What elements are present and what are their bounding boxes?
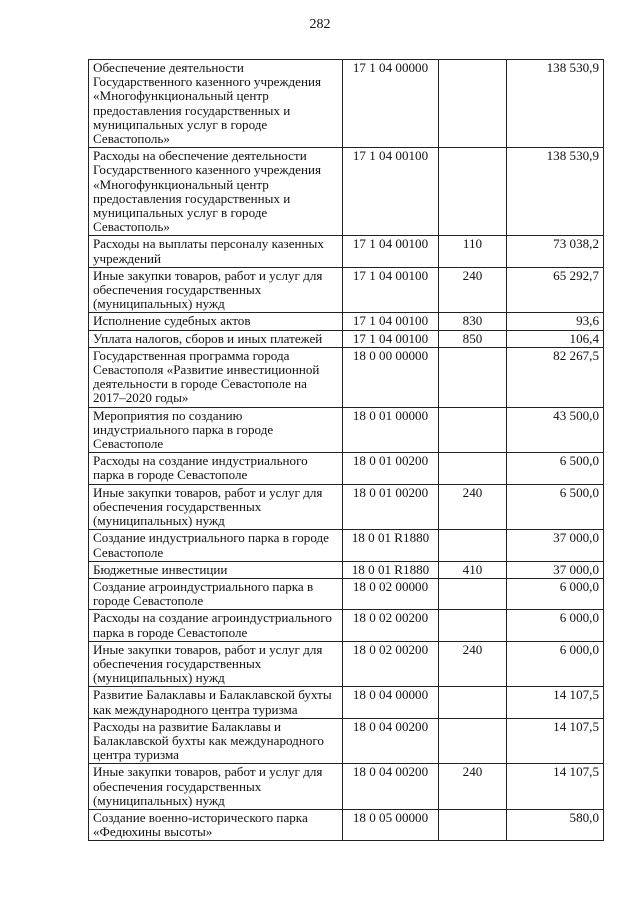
row-sum: 82 267,5 <box>507 347 604 407</box>
row-code: 18 0 02 00200 <box>343 610 439 641</box>
row-code: 17 1 04 00100 <box>343 148 439 236</box>
row-name: Иные закупки товаров, работ и услуг для обеспечения государственных (муниципальных) нужд <box>89 641 343 687</box>
row-type: 850 <box>439 330 507 347</box>
row-code: 18 0 01 00200 <box>343 484 439 530</box>
row-code: 17 1 04 00100 <box>343 236 439 267</box>
row-sum: 6 000,0 <box>507 641 604 687</box>
row-code: 18 0 04 00200 <box>343 764 439 810</box>
table-row <box>89 809 604 840</box>
row-type <box>439 530 507 561</box>
row-sum: 6 000,0 <box>507 578 604 609</box>
row-sum: 106,4 <box>507 330 604 347</box>
table-row <box>89 347 604 407</box>
table-row <box>89 60 604 148</box>
row-name: Расходы на выплаты персоналу казенных учреждений <box>89 236 343 267</box>
row-name: Создание агроиндустриального парка в городе Севастополе <box>89 578 343 609</box>
row-name: Создание военно-исторического парка «Федюхины высоты» <box>89 809 343 840</box>
row-name: Государственная программа города Севастополя «Развитие инвестиционной деятельности в городе Севастополе на 2017–2020 годы» <box>89 347 343 407</box>
row-type: 410 <box>439 561 507 578</box>
row-code: 17 1 04 00100 <box>343 330 439 347</box>
row-sum: 580,0 <box>507 809 604 840</box>
row-type <box>439 809 507 840</box>
table-row <box>89 530 604 561</box>
row-sum: 65 292,7 <box>507 267 604 313</box>
row-type: 240 <box>439 641 507 687</box>
row-name: Иные закупки товаров, работ и услуг для обеспечения государственных (муниципальных) нужд <box>89 764 343 810</box>
row-name: Уплата налогов, сборов и иных платежей <box>89 330 343 347</box>
row-code: 18 0 01 R1880 <box>343 530 439 561</box>
row-sum: 14 107,5 <box>507 687 604 718</box>
row-sum: 138 530,9 <box>507 148 604 236</box>
row-type: 830 <box>439 313 507 330</box>
row-type <box>439 407 507 453</box>
row-name: Мероприятия по созданию индустриального парка в городе Севастополе <box>89 407 343 453</box>
table-row <box>89 641 604 687</box>
row-type <box>439 578 507 609</box>
row-name: Создание индустриального парка в городе Севастополе <box>89 530 343 561</box>
row-type <box>439 453 507 484</box>
row-code: 18 0 04 00000 <box>343 687 439 718</box>
row-sum: 37 000,0 <box>507 530 604 561</box>
table-row <box>89 453 604 484</box>
page-number: 282 <box>309 17 331 32</box>
row-code: 18 0 02 00200 <box>343 641 439 687</box>
table-row <box>89 561 604 578</box>
row-sum: 6 500,0 <box>507 484 604 530</box>
row-code: 18 0 00 00000 <box>343 347 439 407</box>
row-type <box>439 148 507 236</box>
table-row <box>89 407 604 453</box>
row-type: 240 <box>439 267 507 313</box>
row-sum: 14 107,5 <box>507 764 604 810</box>
row-type: 240 <box>439 484 507 530</box>
table-row <box>89 148 604 236</box>
row-name: Иные закупки товаров, работ и услуг для обеспечения государственных (муниципальных) нужд <box>89 484 343 530</box>
row-type <box>439 687 507 718</box>
table-row <box>89 687 604 718</box>
row-name: Бюджетные инвестиции <box>89 561 343 578</box>
table-row <box>89 578 604 609</box>
row-sum: 37 000,0 <box>507 561 604 578</box>
table-row <box>89 484 604 530</box>
row-type <box>439 610 507 641</box>
row-sum: 14 107,5 <box>507 718 604 764</box>
row-name: Расходы на развитие Балаклавы и Балаклавской бухты как международного центра туризма <box>89 718 343 764</box>
row-type <box>439 60 507 148</box>
row-code: 17 1 04 00000 <box>343 60 439 148</box>
table-row <box>89 718 604 764</box>
row-sum: 73 038,2 <box>507 236 604 267</box>
row-type <box>439 718 507 764</box>
budget-table <box>88 59 604 841</box>
table-row <box>89 764 604 810</box>
row-name: Обеспечение деятельности Государственного казенного учреждения «Многофункциональный центр предоставления государственных и муниципальных услуг в городе Севастополь» <box>89 60 343 148</box>
row-code: 18 0 01 00200 <box>343 453 439 484</box>
row-sum: 6 500,0 <box>507 453 604 484</box>
row-name: Иные закупки товаров, работ и услуг для обеспечения государственных (муниципальных) нужд <box>89 267 343 313</box>
row-name: Расходы на обеспечение деятельности Государственного казенного учреждения «Многофункциональный центр предоставления государственных и муниципальных услуг в городе Севастополь» <box>89 148 343 236</box>
table-row <box>89 313 604 330</box>
table-row <box>89 267 604 313</box>
row-type <box>439 347 507 407</box>
table-row <box>89 610 604 641</box>
row-name: Исполнение судебных актов <box>89 313 343 330</box>
row-sum: 6 000,0 <box>507 610 604 641</box>
row-sum: 138 530,9 <box>507 60 604 148</box>
row-sum: 93,6 <box>507 313 604 330</box>
row-code: 18 0 01 00000 <box>343 407 439 453</box>
row-code: 17 1 04 00100 <box>343 267 439 313</box>
row-code: 18 0 01 R1880 <box>343 561 439 578</box>
row-sum: 43 500,0 <box>507 407 604 453</box>
row-code: 18 0 02 00000 <box>343 578 439 609</box>
row-name: Развитие Балаклавы и Балаклавской бухты как международного центра туризма <box>89 687 343 718</box>
row-name: Расходы на создание индустриального парка в городе Севастополе <box>89 453 343 484</box>
row-code: 17 1 04 00100 <box>343 313 439 330</box>
table-row <box>89 330 604 347</box>
table-row <box>89 236 604 267</box>
row-name: Расходы на создание агроиндустриального парка в городе Севастополе <box>89 610 343 641</box>
row-type: 110 <box>439 236 507 267</box>
row-code: 18 0 04 00200 <box>343 718 439 764</box>
row-code: 18 0 05 00000 <box>343 809 439 840</box>
row-type: 240 <box>439 764 507 810</box>
